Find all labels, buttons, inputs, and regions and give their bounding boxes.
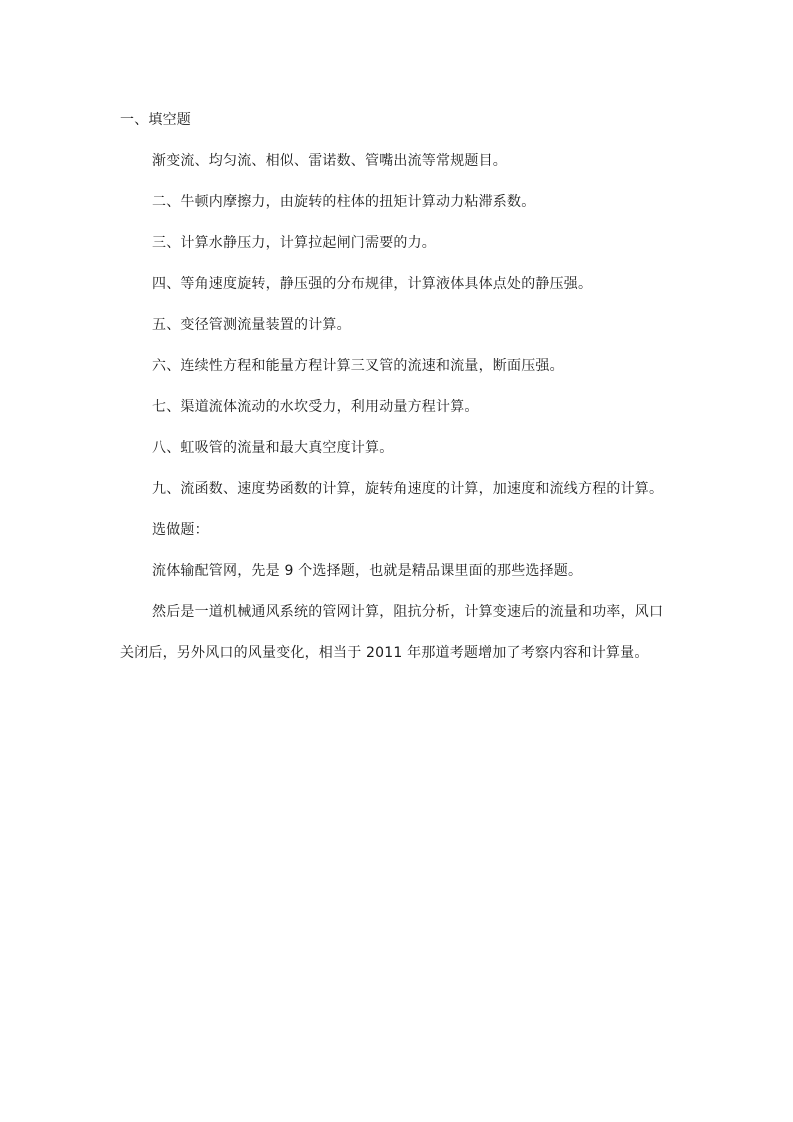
paragraph-question-5: 五、变径管测流量装置的计算。 [152, 317, 351, 333]
paragraph-optional-heading: 选做题： [152, 522, 209, 538]
paragraph-fill-in-topics: 渐变流、均匀流、相似、雷诺数、管嘴出流等常规题目。 [152, 153, 507, 169]
paragraph-optional-choice: 流体输配管网，先是 9 个选择题，也就是精品课里面的那些选择题。 [152, 563, 583, 579]
paragraph-question-7: 七、渠道流体流动的水坎受力，利用动量方程计算。 [152, 399, 479, 415]
paragraph-optional-network: 然后是一道机械通风系统的管网计算，阻抗分析，计算变速后的流量和功率，风口关闭后，另外风口的风量变化，相当于 2011 年那道考题增加了考察内容和计算量。 [120, 604, 664, 661]
paragraph-question-9: 九、流函数、速度势函数的计算，旋转角速度的计算，加速度和流线方程的计算。 [152, 481, 664, 497]
paragraph-question-2: 二、牛顿内摩擦力，由旋转的柱体的扭矩计算动力粘滞系数。 [152, 194, 536, 210]
paragraph-question-3: 三、计算水静压力，计算拉起闸门需要的力。 [152, 235, 436, 251]
document-page [120, 100, 676, 674]
paragraph-question-8: 八、虹吸管的流量和最大真空度计算。 [152, 440, 394, 456]
section-heading-fill-in-blank: 一、填空题 [120, 112, 191, 128]
paragraph-question-6: 六、连续性方程和能量方程计算三叉管的流速和流量，断面压强。 [152, 358, 564, 374]
paragraph-question-4: 四、等角速度旋转，静压强的分布规律，计算液体具体点处的静压强。 [152, 276, 593, 292]
